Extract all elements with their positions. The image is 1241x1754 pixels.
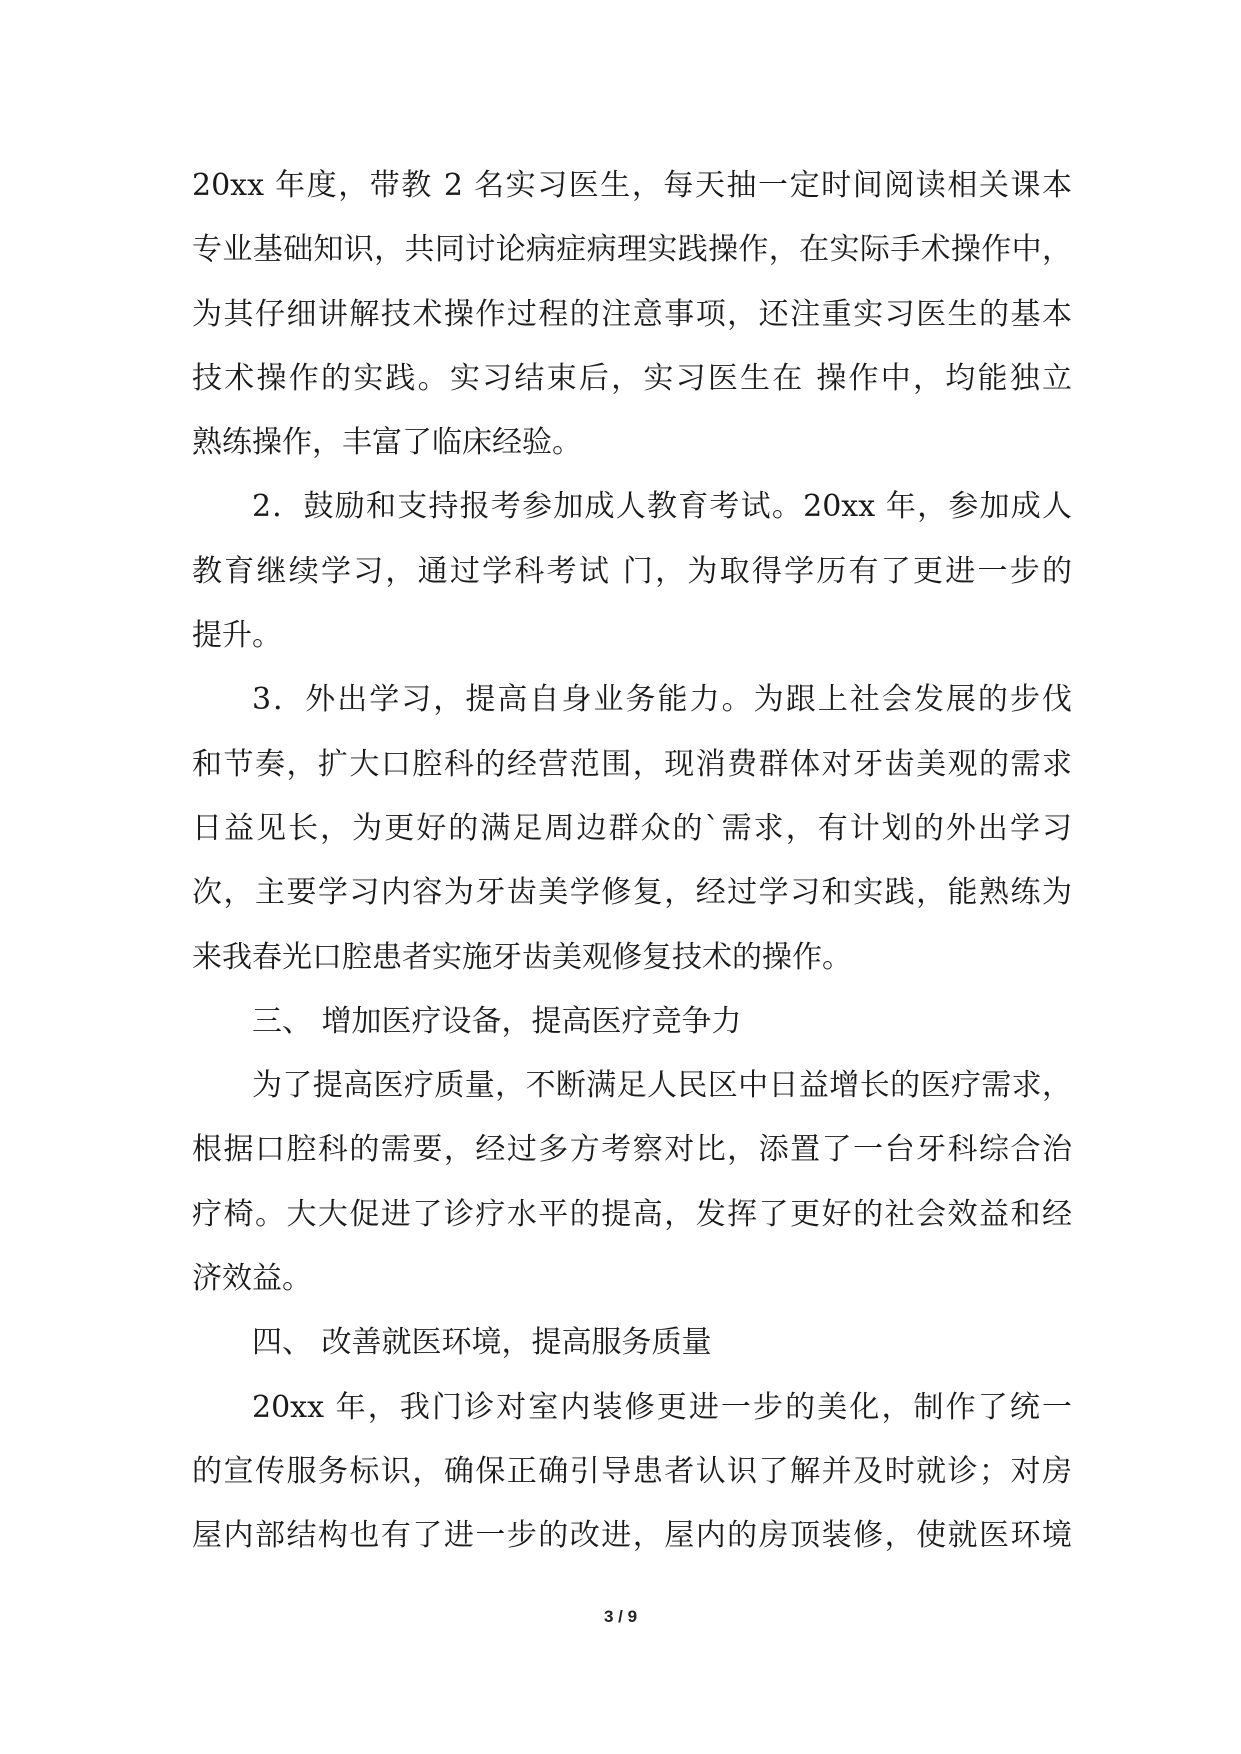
- text-line: 提升。: [192, 618, 282, 654]
- paragraph-start-line: 为了提高医疗质量，不断满足人民区中日益增长的医疗需求，: [252, 1068, 1072, 1104]
- paragraph-start-line: 20xx 年，我门诊对室内装修更进一步的美化，制作了统一: [252, 1389, 1072, 1425]
- paragraph-start-line: 2．鼓励和支持报考参加成人教育考试。20xx 年，参加成人: [252, 489, 1072, 525]
- section-heading: 三、 增加医疗设备，提高医疗竞争力: [252, 1003, 742, 1039]
- text-line: 日益见长，为更好的满足周边群众的`需求，有计划的外出学习: [192, 810, 1072, 846]
- text-line: 20xx 年度，带教 2 名实习医生，每天抽一定时间阅读相关课本: [192, 168, 1072, 203]
- text-line: 疗椅。大大促进了诊疗水平的提高，发挥了更好的社会效益和经: [192, 1196, 1072, 1232]
- text-line: 熟练操作，丰富了临床经验。: [192, 425, 582, 461]
- text-line: 根据口腔科的需要，经过多方考察对比，添置了一台牙科综合治: [192, 1132, 1072, 1168]
- text-line: 和节奏，扩大口腔科的经营范围，现消费群体对牙齿美观的需求: [192, 746, 1072, 782]
- text-line: 屋内部结构也有了进一步的改进，屋内的房顶装修，使就医环境: [192, 1518, 1072, 1554]
- text-line: 来我春光口腔患者实施牙齿美观修复技术的操作。: [192, 939, 852, 975]
- text-line: 次，主要学习内容为牙齿美学修复，经过学习和实践，能熟练为: [192, 875, 1072, 911]
- text-line: 专业基础知识，共同讨论病症病理实践操作，在实际手术操作中，: [192, 232, 1072, 268]
- body-text: [192, 154, 1072, 1569]
- paragraph-start-line: 3．外出学习，提高自身业务能力。为跟上社会发展的步伐: [252, 682, 1072, 718]
- section-heading: 四、 改善就医环境，提高服务质量: [252, 1325, 712, 1361]
- text-line: 济效益。: [192, 1261, 312, 1297]
- text-line: 的宣传服务标识，确保正确引导患者认识了解并及时就诊；对房: [192, 1453, 1072, 1489]
- text-line: 技术操作的实践。实习结束后，实习医生在 操作中，均能独立: [192, 360, 1072, 396]
- page-number: 3 / 9: [603, 1607, 638, 1626]
- text-line: 教育继续学习，通过学科考试 门，为取得学历有了更进一步的: [192, 553, 1072, 589]
- text-line: 为其仔细讲解技术操作过程的注意事项，还注重实习医生的基本: [192, 296, 1072, 332]
